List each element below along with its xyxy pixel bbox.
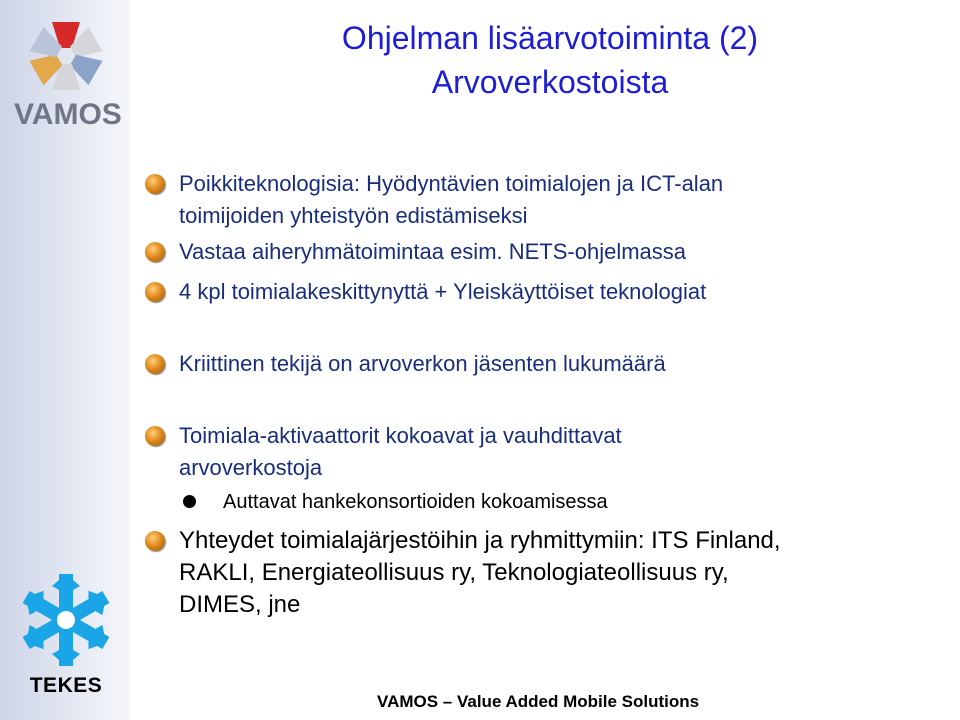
bullet-text: arvoverkostoja xyxy=(179,455,323,480)
bullet-icon xyxy=(145,242,165,262)
sub-bullet-dot-icon xyxy=(183,495,196,508)
bullet-icon xyxy=(145,426,165,446)
slide-title-line1: Ohjelman lisäarvotoiminta (2) xyxy=(341,20,759,56)
bullet-text: 4 kpl toimialakeskittynyttä + Yleiskäyttöiset teknologiat xyxy=(179,279,707,304)
vamos-logo xyxy=(14,10,122,134)
vamos-logo-text: VAMOS xyxy=(14,98,122,131)
sub-bullet-text: Auttavat hankekonsortioiden kokoamisessa xyxy=(223,491,608,513)
bullet-icon xyxy=(145,354,165,374)
footer-text: VAMOS – Value Added Mobile Solutions xyxy=(377,692,700,711)
bullet-text: Yhteydet toimialajärjestöihin ja ryhmittymiin: ITS Finland, xyxy=(179,527,781,554)
bullet-text: Vastaa aiheryhmätoimintaa esim. NETS-ohjelmassa xyxy=(179,239,687,264)
bullet-icon xyxy=(145,174,165,194)
bullet-icon xyxy=(145,531,165,551)
tekes-logo xyxy=(14,570,118,704)
bullet-text: RAKLI, Energiateollisuus ry, Teknologiateollisuus ry, xyxy=(179,559,729,586)
tekes-snowflake-icon xyxy=(14,570,118,670)
bullet-text: Poikkiteknologisia: Hyödyntävien toimialojen ja ICT-alan xyxy=(179,171,724,196)
bullet-text: Kriittinen tekijä on arvoverkon jäsenten lukumäärä xyxy=(179,351,666,376)
bullet-text: toimijoiden yhteistyön edistämiseksi xyxy=(179,203,528,228)
vamos-star-icon xyxy=(14,10,118,100)
tekes-logo-text: TEKES xyxy=(29,674,103,697)
bullet-text: DIMES, jne xyxy=(179,591,301,618)
bullet-icon xyxy=(145,282,165,302)
bullet-text: Toimiala-aktivaattorit kokoavat ja vauhdittavat xyxy=(179,423,622,448)
slide-title-line2: Arvoverkostoista xyxy=(431,64,669,100)
